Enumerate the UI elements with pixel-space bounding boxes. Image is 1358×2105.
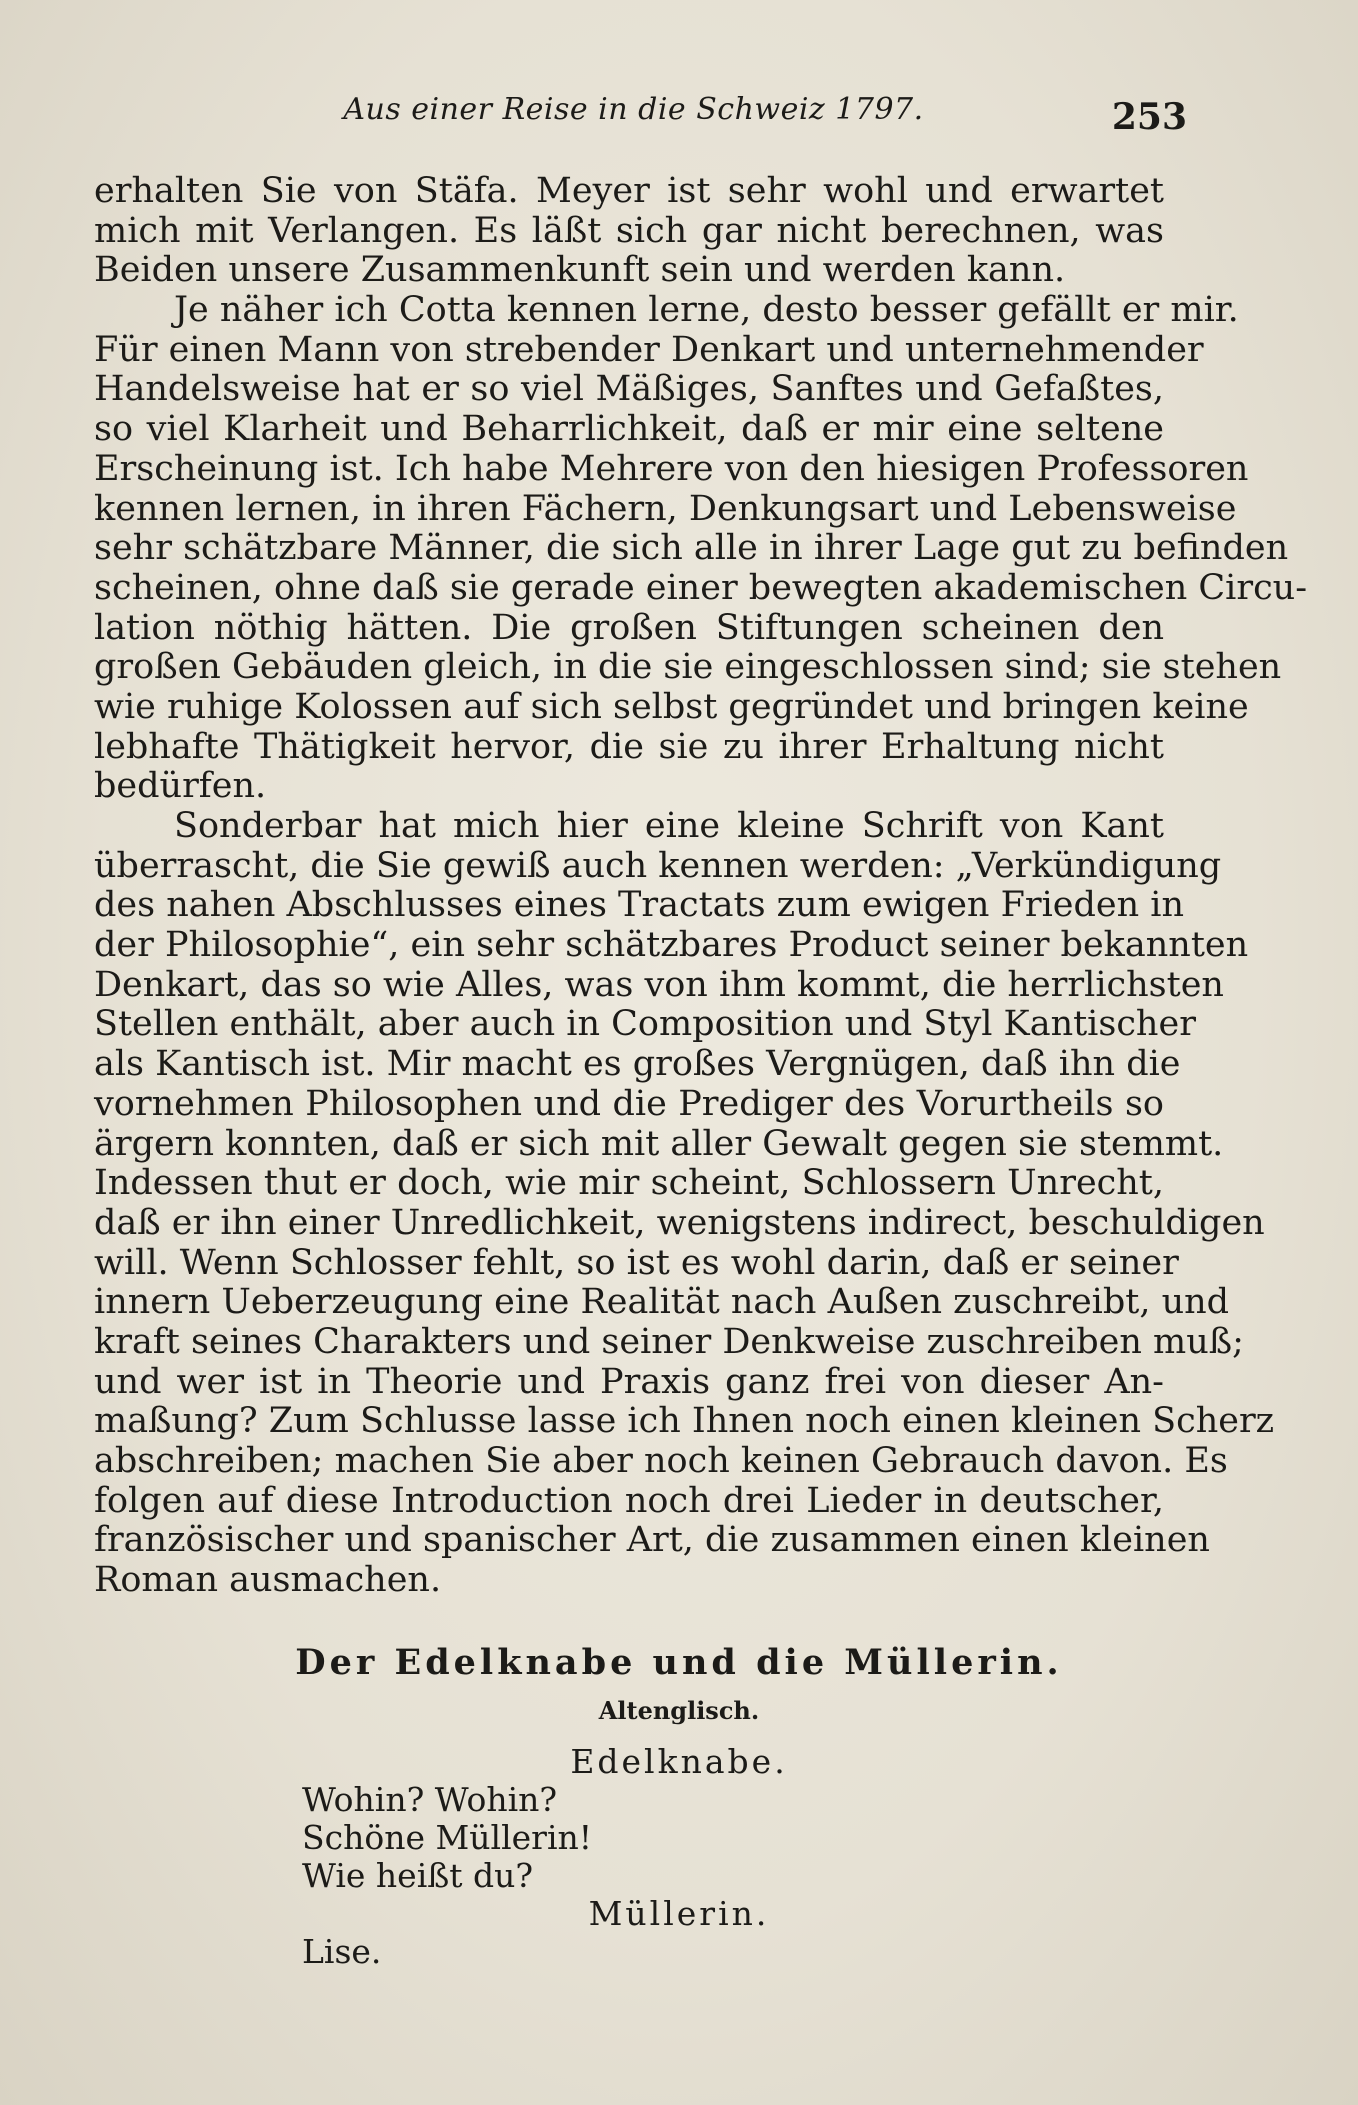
- text-line: Stellen enthält, aber auch in Composition und Styl Kantischer: [94, 1004, 1196, 1045]
- text-line: will. Wenn Schlosser fehlt, so ist es wohl darin, daß er seiner: [94, 1242, 1179, 1283]
- verse-line: Wie heißt du?: [302, 1856, 534, 1895]
- text-line: mich mit Verlangen. Es läßt sich gar nicht berechnen, was: [94, 210, 1164, 251]
- text-line: Für einen Mann von strebender Denkart und unternehmender: [94, 329, 1204, 370]
- text-line: Je näher ich Cotta kennen lerne, desto besser gefällt er mir.: [174, 290, 1239, 331]
- text-line: ärgern konnten, daß er sich mit aller Gewalt gegen sie stemmt.: [94, 1123, 1224, 1164]
- text-line: des nahen Abschlusses eines Tractats zum ewigen Frieden in: [94, 885, 1185, 926]
- verse-line: Wohin? Wohin?: [302, 1780, 558, 1819]
- running-title: Aus einer Reise in die Schweiz 1797.: [343, 92, 924, 127]
- text-line: sehr schätzbare Männer, die sich alle in ihrer Lage gut zu befinden: [94, 528, 1289, 569]
- text-line: Roman ausmachen.: [94, 1560, 442, 1601]
- text-line: bedürfen.: [94, 766, 267, 807]
- text-line: innern Ueberzeugung eine Realität nach Außen zuschreibt, und: [94, 1282, 1230, 1323]
- verse-line: Schöne Müllerin!: [302, 1818, 593, 1857]
- text-line: französischer und spanischer Art, die zusammen einen kleinen: [94, 1520, 1210, 1561]
- text-line: Indessen thut er doch, wie mir scheint, Schlossern Unrecht,: [94, 1163, 1164, 1204]
- text-line: Sonderbar hat mich hier eine kleine Schrift von Kant: [174, 806, 1164, 846]
- text-line: abschreiben; machen Sie aber noch keinen Gebrauch davon. Es: [94, 1441, 1228, 1481]
- text-line: lebhafte Thätigkeit hervor, die sie zu ihrer Erhaltung nicht: [94, 726, 1164, 767]
- text-line: Denkart, das so wie Alles, was von ihm kommt, die herrlichsten: [94, 964, 1224, 1005]
- text-line: Handelsweise hat er so viel Mäßiges, Sanftes und Gefaßtes,: [94, 369, 1164, 410]
- text-line: maßung? Zum Schlusse lasse ich Ihnen noch einen kleinen Scherz: [94, 1401, 1275, 1442]
- text-line: daß er ihn einer Unredlichkeit, wenigstens indirect, beschuldigen: [94, 1202, 1265, 1243]
- text-line: folgen auf diese Introduction noch drei Lieder in deutscher,: [94, 1480, 1164, 1521]
- body-text: [94, 171, 1308, 1601]
- speaker-heading: Edelknabe.: [570, 1742, 788, 1781]
- text-line: kraft seines Charakters und seiner Denkweise zuschreiben muß;: [94, 1321, 1244, 1362]
- text-line: scheinen, ohne daß sie gerade einer bewegten akademischen Circu-: [94, 567, 1308, 608]
- poem-title: Der Edelknabe und die Müllerin.: [295, 1642, 1063, 1683]
- text-line: kennen lernen, in ihren Fächern, Denkungsart und Lebensweise: [94, 488, 1237, 529]
- text-line: vornehmen Philosophen und die Prediger des Vorurtheils so: [94, 1083, 1164, 1124]
- text-line: so viel Klarheit und Beharrlichkeit, daß er mir eine seltene: [94, 409, 1164, 450]
- page-header: [94, 92, 1187, 142]
- text-line: überrascht, die Sie gewiß auch kennen werden: „Verkündigung: [94, 845, 1222, 886]
- text-line: wie ruhige Kolossen auf sich selbst gegründet und bringen keine: [94, 686, 1249, 727]
- text-line: erhalten Sie von Stäfa. Meyer ist sehr wohl und erwartet: [94, 171, 1164, 211]
- text-line: großen Gebäuden gleich, in die sie eingeschlossen sind; sie stehen: [94, 647, 1282, 688]
- verse-line: Lise.: [302, 1932, 382, 1971]
- page-number: 253: [1111, 96, 1187, 138]
- text-line: als Kantisch ist. Mir macht es großes Vergnügen, daß ihn die: [94, 1044, 1181, 1085]
- text-line: Beiden unsere Zusammenkunft sein und werden kann.: [94, 250, 1066, 291]
- text-line: und wer ist in Theorie und Praxis ganz frei von dieser An-: [94, 1361, 1164, 1402]
- speaker-heading: Müllerin.: [588, 1894, 770, 1933]
- text-line: Erscheinung ist. Ich habe Mehrere von den hiesigen Professoren: [94, 448, 1249, 489]
- poem-subtitle: Altenglisch.: [598, 1696, 760, 1725]
- text-line: lation nöthig hätten. Die großen Stiftungen scheinen den: [94, 607, 1164, 648]
- text-line: der Philosophie“, ein sehr schätzbares Product seiner bekannten: [94, 925, 1249, 966]
